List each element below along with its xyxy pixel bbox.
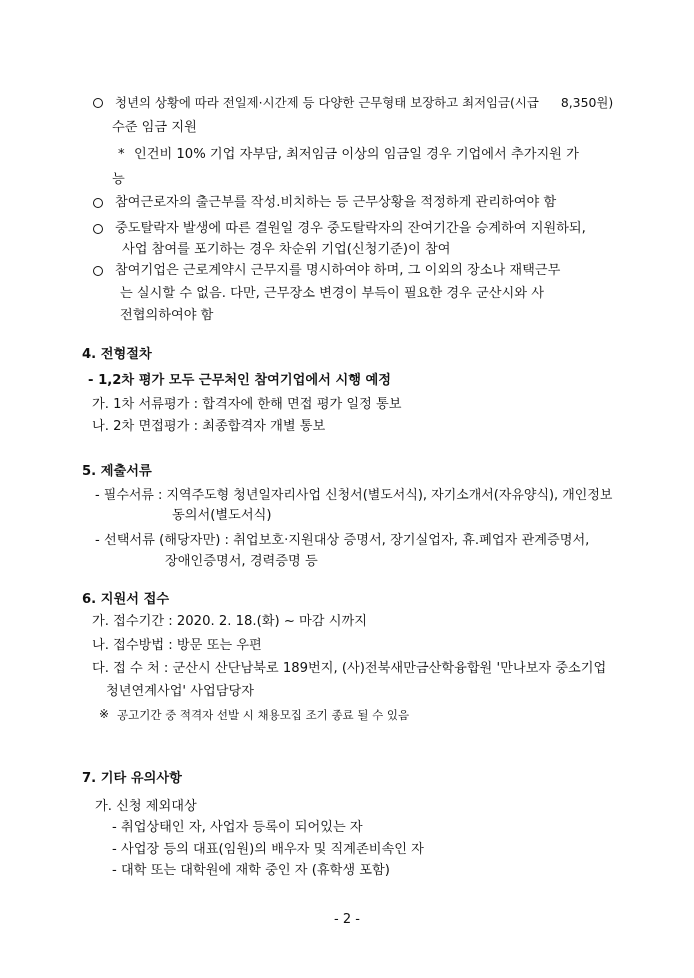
required-docs-line-1: - 필수서류 : 지역주도형 청년일자리사업 신청서(별도서식), 자기소개서(자유양식), 개인정보 xyxy=(95,488,613,503)
note-mark: * xyxy=(118,147,125,162)
page-number: - 2 - xyxy=(334,912,360,927)
circle-bullet-icon xyxy=(93,98,103,108)
screening-step-2: 나. 2차 면접평가 : 최종합격자 개별 통보 xyxy=(92,419,326,434)
early-close-note: 공고기간 중 적격자 선발 시 채용모집 조기 종료 될 수 있음 xyxy=(117,708,410,722)
wage-note-line-1: 인건비 10% 기업 자부담, 최저임금 이상의 임금일 경우 기업에서 추가지원 가 xyxy=(134,147,579,162)
exclusion-heading: 가. 신청 제외대상 xyxy=(95,799,197,814)
notice-3-line-1: 중도탈락자 발생에 따른 결원일 경우 중도탈락자의 잔여기간을 승계하여 지원하되, xyxy=(115,221,586,236)
application-period: 가. 접수기간 : 2020. 2. 18.(화) ~ 마감 시까지 xyxy=(92,614,367,629)
optional-docs-line-2: 장애인증명서, 경력증명 등 xyxy=(165,554,318,569)
notice-3-line-2: 사업 참여를 포기하는 경우 차순위 기업(신청기준)이 참여 xyxy=(122,242,451,257)
application-method: 나. 접수방법 : 방문 또는 우편 xyxy=(92,638,262,653)
circle-bullet-icon xyxy=(93,198,103,208)
notice-4-line-1: 참여기업은 근로계약시 근무지를 명시하여야 하며, 그 이외의 장소나 재택근무 xyxy=(115,263,561,278)
section-6-heading: 6. 지원서 접수 xyxy=(82,592,170,607)
circle-bullet-icon xyxy=(93,266,103,276)
exclusion-item: - 취업상태인 자, 사업자 등록이 되어있는 자 xyxy=(112,820,363,835)
exclusion-item: - 사업장 등의 대표(임원)의 배우자 및 직계존비속인 자 xyxy=(112,842,424,857)
notice-4-line-3: 전협의하여야 함 xyxy=(120,308,214,323)
screening-step-1: 가. 1차 서류평가 : 합격자에 한해 면접 평가 일정 통보 xyxy=(92,397,402,412)
section-7-heading: 7. 기타 유의사항 xyxy=(82,771,182,786)
circle-bullet-icon xyxy=(93,224,103,234)
notice-2: 참여근로자의 출근부를 작성.비치하는 등 근무상황을 적정하게 관리하여야 함 xyxy=(115,195,557,210)
exclusion-item: - 대학 또는 대학원에 재학 중인 자 (휴학생 포함) xyxy=(112,863,390,878)
section-5-heading: 5. 제출서류 xyxy=(82,464,152,479)
optional-docs-line-1: - 선택서류 (해당자만) : 취업보호·지원대상 증명서, 장기실업자, 휴.폐업자 관계증명서, xyxy=(95,533,590,548)
application-address-line-1: 다. 접 수 처 : 군산시 산단남북로 189번지, (사)전북새만금산학융합원 '만나보자 중소기업 xyxy=(92,661,607,676)
section-4-heading: 4. 전형절차 xyxy=(82,347,152,362)
wage-note-line-2: 능 xyxy=(112,172,125,187)
screening-summary: - 1,2차 평가 모두 근무처인 참여기업에서 시행 예정 xyxy=(88,373,392,388)
reference-mark: ※ xyxy=(99,707,110,721)
required-docs-line-2: 동의서(별도서식) xyxy=(172,508,272,523)
notice-1-line-2: 수준 임금 지원 xyxy=(112,120,197,135)
application-address-line-2: 청년연계사업' 사업담당자 xyxy=(106,684,254,699)
notice-1-line-1: 청년의 상황에 따라 전일제·시간제 등 다양한 근무형태 보장하고 최저임금(시급 8,350원) xyxy=(115,95,614,110)
notice-4-line-2: 는 실시할 수 없음. 다만, 근무장소 변경이 부득이 필요한 경우 군산시와 사 xyxy=(120,286,544,301)
